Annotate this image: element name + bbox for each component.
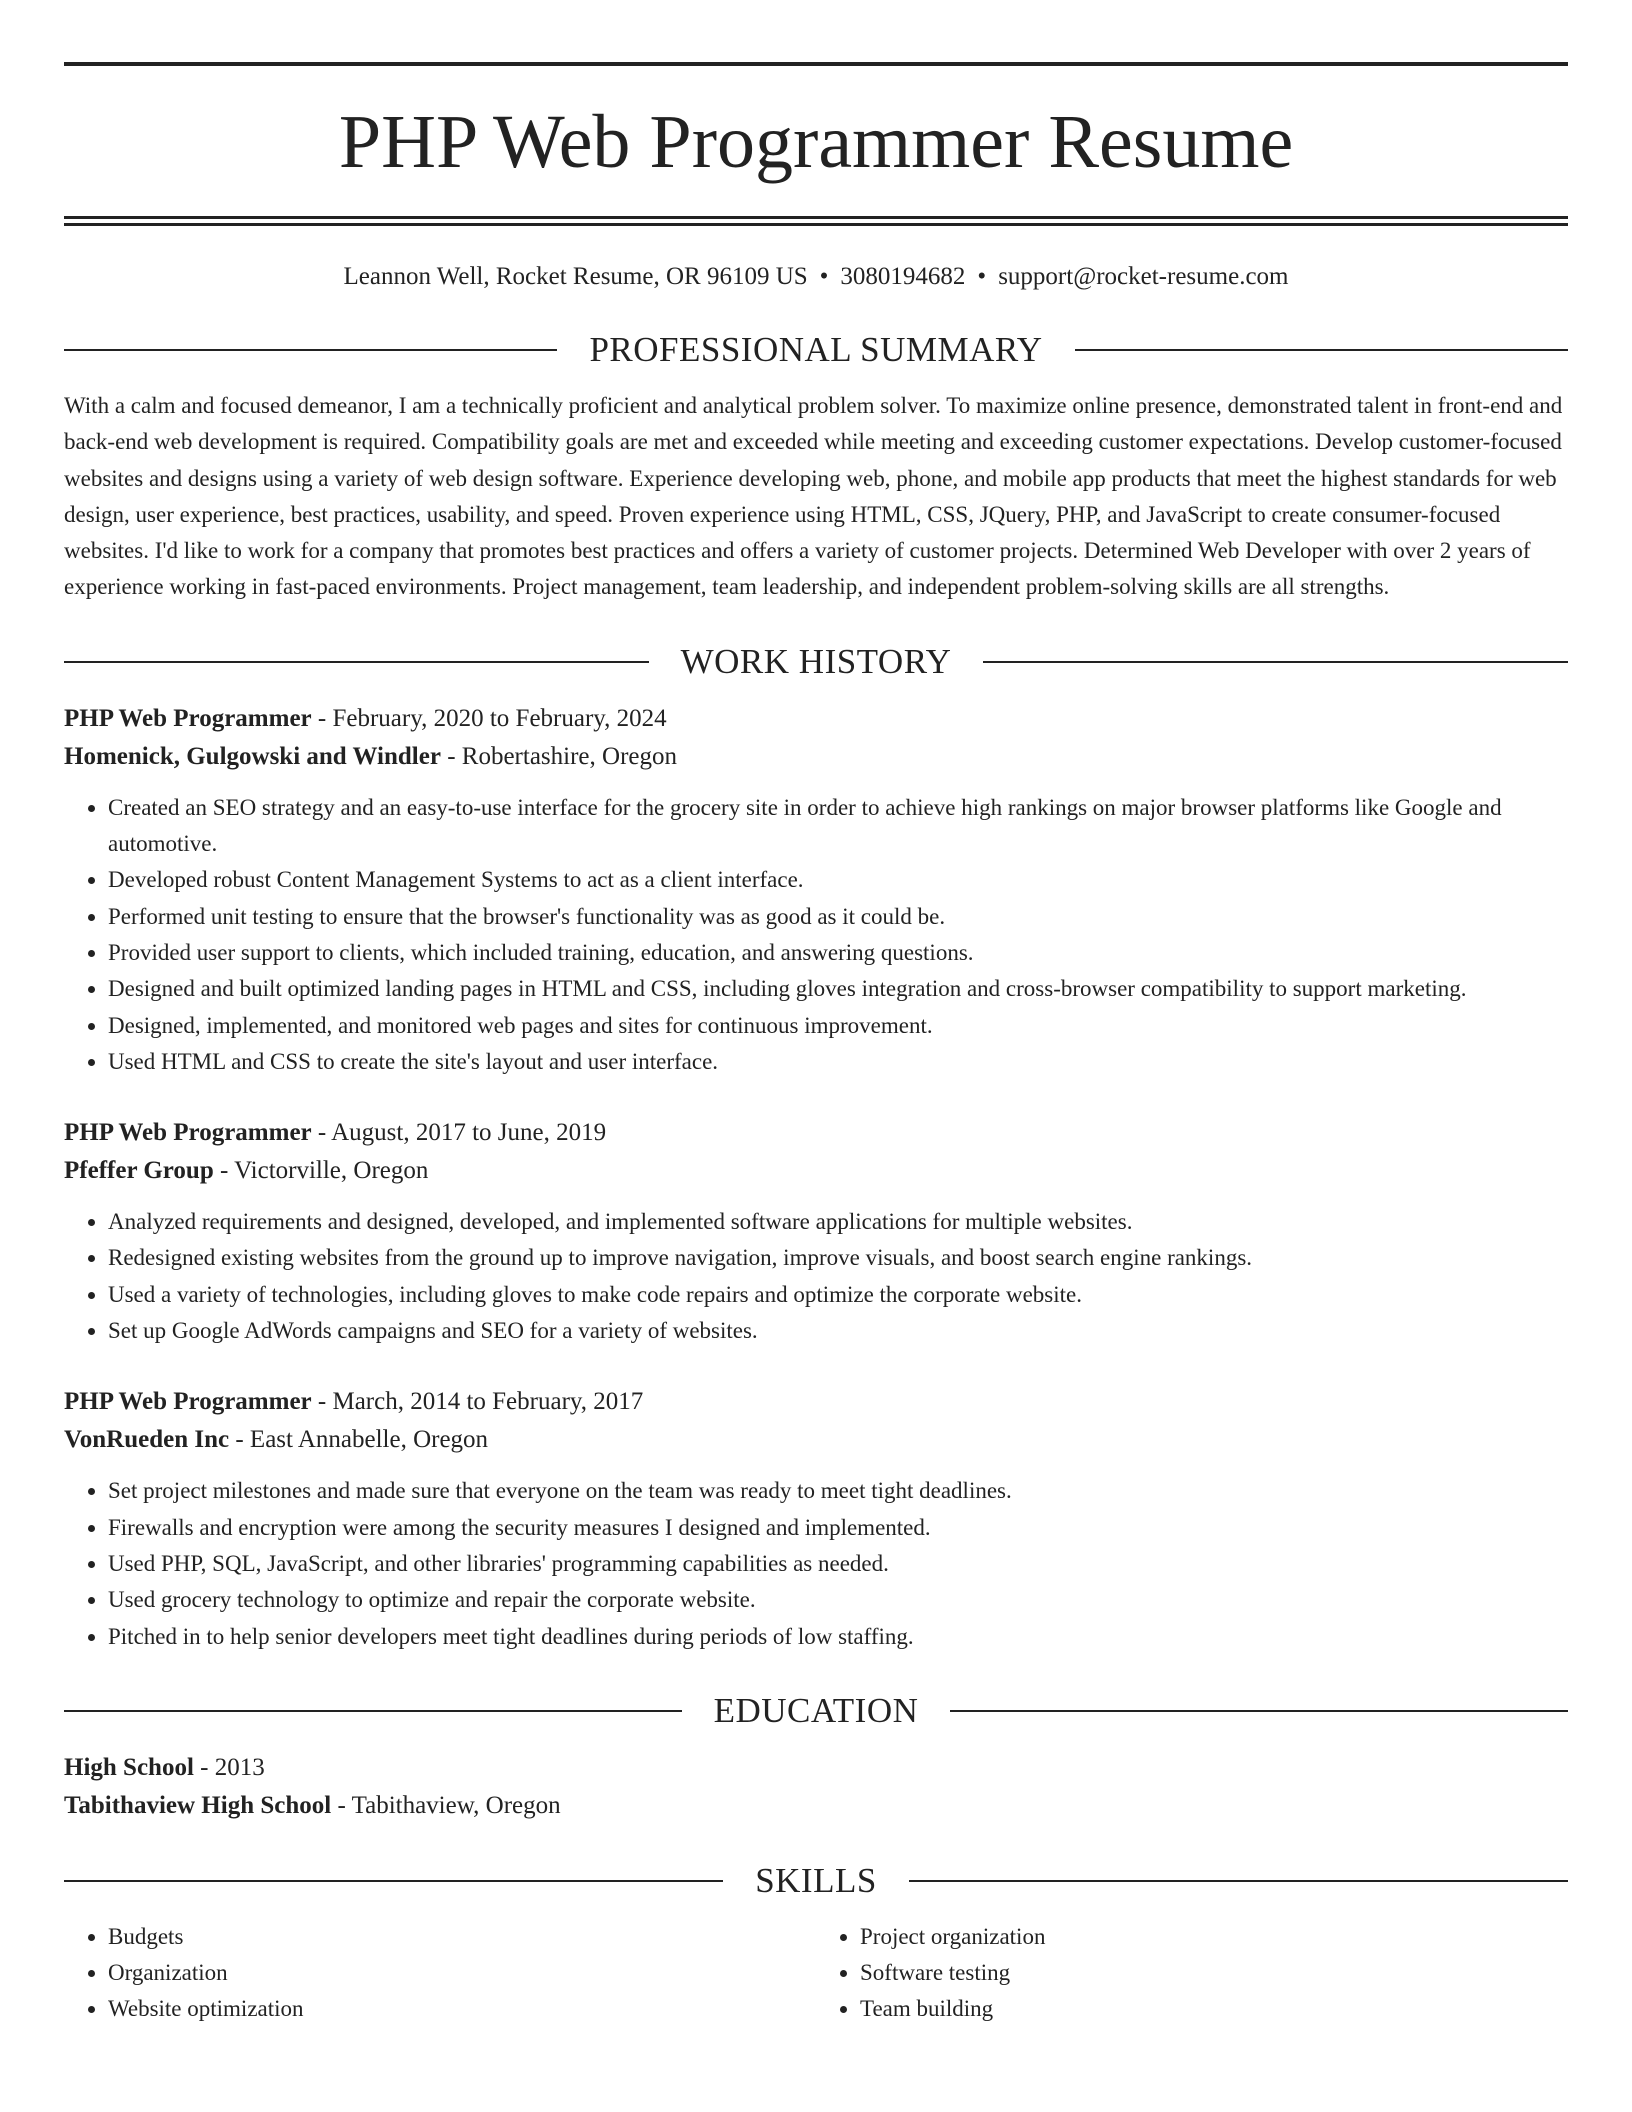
section-rule [64,661,649,663]
skill-item: • Project organization [860,1919,1568,1955]
job-entry [64,700,1568,1080]
education-location: - Tabithaview, Oregon [331,1791,561,1819]
section-title: WORK HISTORY [680,641,952,681]
education-degree-line [64,1749,1568,1787]
job-bullet: • Performed unit testing to ensure that the browser's functionality was as good as it could be. [108,899,1568,935]
job-bullet: • Firewalls and encryption were among the security measures I designed and implemented. [108,1510,1568,1546]
contact-phone: 3080194682 [840,263,966,290]
job-bullet: • Designed and built optimized landing pages in HTML and CSS, including gloves integration and cross-browser compatibility to support marketing. [108,971,1568,1007]
skills-list-left [64,1919,816,2028]
job-bullet-list [64,790,1568,1080]
job-location: - East Annabelle, Oregon [229,1426,489,1454]
education-degree: High School [64,1753,194,1781]
contact-separator: • [977,263,987,290]
skill-item: • Website optimization [108,1991,816,2027]
section-header-work [64,640,1568,684]
section-header-education [64,1689,1568,1733]
job-company: Pfeffer Group [64,1157,214,1185]
education-school-line [64,1787,1568,1825]
job-title-line [64,1383,1568,1421]
work-history-list [64,700,1568,1655]
job-dates: - March, 2014 to February, 2017 [311,1388,644,1416]
job-bullet-list [64,1473,1568,1654]
job-company: Homenick, Gulgowski and Windler [64,742,441,770]
section-rule [983,661,1568,663]
skill-item: • Budgets [108,1919,816,1955]
job-bullet: • Pitched in to help senior developers meet tight deadlines during periods of low staffing. [108,1619,1568,1655]
job-bullet: • Designed, implemented, and monitored web pages and sites for continuous improvement. [108,1008,1568,1044]
skill-item: • Software testing [860,1955,1568,1991]
resume-title: PHP Web Programmer Resume [338,100,1294,184]
job-title: PHP Web Programmer [64,704,312,732]
skill-item: • Organization [108,1955,816,1991]
job-bullet: • Set up Google AdWords campaigns and SEO for a variety of websites. [108,1313,1568,1349]
job-location: - Robertashire, Oregon [440,742,677,770]
job-bullet: • Used grocery technology to optimize and repair the corporate website. [108,1582,1568,1618]
job-bullet: • Used a variety of technologies, including gloves to make code repairs and optimize the corporate website. [108,1277,1568,1313]
job-entry [64,1383,1568,1654]
job-title: PHP Web Programmer [64,1388,312,1416]
job-entry [64,1114,1568,1349]
job-title: PHP Web Programmer [64,1119,312,1147]
section-header-summary [64,328,1568,372]
section-header-skills [64,1859,1568,1903]
job-bullet: • Created an SEO strategy and an easy-to-use interface for the grocery site in order to achieve high rankings on major browser platforms like Google and automotive. [108,790,1568,863]
title-double-rule [64,216,1568,226]
job-bullet: • Redesigned existing websites from the ground up to improve navigation, improve visuals, and boost search engine rankings. [108,1240,1568,1276]
job-bullet: • Used PHP, SQL, JavaScript, and other libraries' programming capabilities as needed. [108,1546,1568,1582]
job-bullet: • Analyzed requirements and designed, developed, and implemented software applications for multiple websites. [108,1204,1568,1240]
skills-columns [64,1919,1568,2028]
job-bullet: • Developed robust Content Management Systems to act as a client interface. [108,862,1568,898]
summary-text: With a calm and focused demeanor, I am a technically proficient and analytical problem solver. To maximize online presence, demonstrated talent in front-end and back-end web development is required. Compatibility goals are met and exceeded while meeting and exceeding customer expectations. Develop customer-focused websites and designs using a variety of web design software. Experience developing web, phone, and mobile app products that meet the highest standards for web design, user experience, best practices, usability, and speed. Proven experience using HTML, CSS, JQuery, PHP, and JavaScript to create consumer-focused websites. I'd like to work for a company that promotes best practices and offers a variety of customer projects. Determined Web Developer with over 2 years of experience working in fast-paced environments. Project management, team leadership, and independent problem-solving skills are all strengths. [64,393,1563,600]
job-bullet: • Provided user support to clients, which included training, education, and answering questions. [108,935,1568,971]
skill-item: • Team building [860,1991,1568,2027]
contact-line [64,260,1568,294]
job-bullet-list [64,1204,1568,1349]
section-rule [950,1710,1568,1712]
top-rule [64,62,1568,66]
job-company: VonRueden Inc [64,1426,230,1454]
resume-page [64,0,1568,2028]
section-title: PROFESSIONAL SUMMARY [589,330,1043,369]
contact-separator: • [819,263,829,290]
education-entry [64,1749,1568,1825]
job-title-line [64,1114,1568,1152]
education-school: Tabithaview High School [64,1791,332,1819]
section-rule [64,349,557,351]
job-company-line [64,1152,1568,1190]
section-rule [64,1710,682,1712]
section-rule [64,1880,723,1882]
job-location: - Victorville, Oregon [213,1157,429,1185]
skills-list-right [816,1919,1568,2028]
job-bullet: • Used HTML and CSS to create the site's layout and user interface. [108,1044,1568,1080]
section-title: EDUCATION [713,1690,919,1730]
job-title-line [64,700,1568,738]
job-company-line [64,738,1568,776]
section-title: SKILLS [755,1860,877,1900]
contact-email: support@rocket-resume.com [998,263,1289,290]
job-company-line [64,1421,1568,1459]
section-rule [1075,349,1568,351]
job-bullet: • Set project milestones and made sure that everyone on the team was ready to meet tight deadlines. [108,1473,1568,1509]
contact-address: Leannon Well, Rocket Resume, OR 96109 US [343,263,808,290]
section-rule [909,1880,1568,1882]
education-year: - 2013 [193,1753,265,1781]
job-dates: - February, 2020 to February, 2024 [311,704,667,732]
job-dates: - August, 2017 to June, 2019 [311,1119,607,1147]
